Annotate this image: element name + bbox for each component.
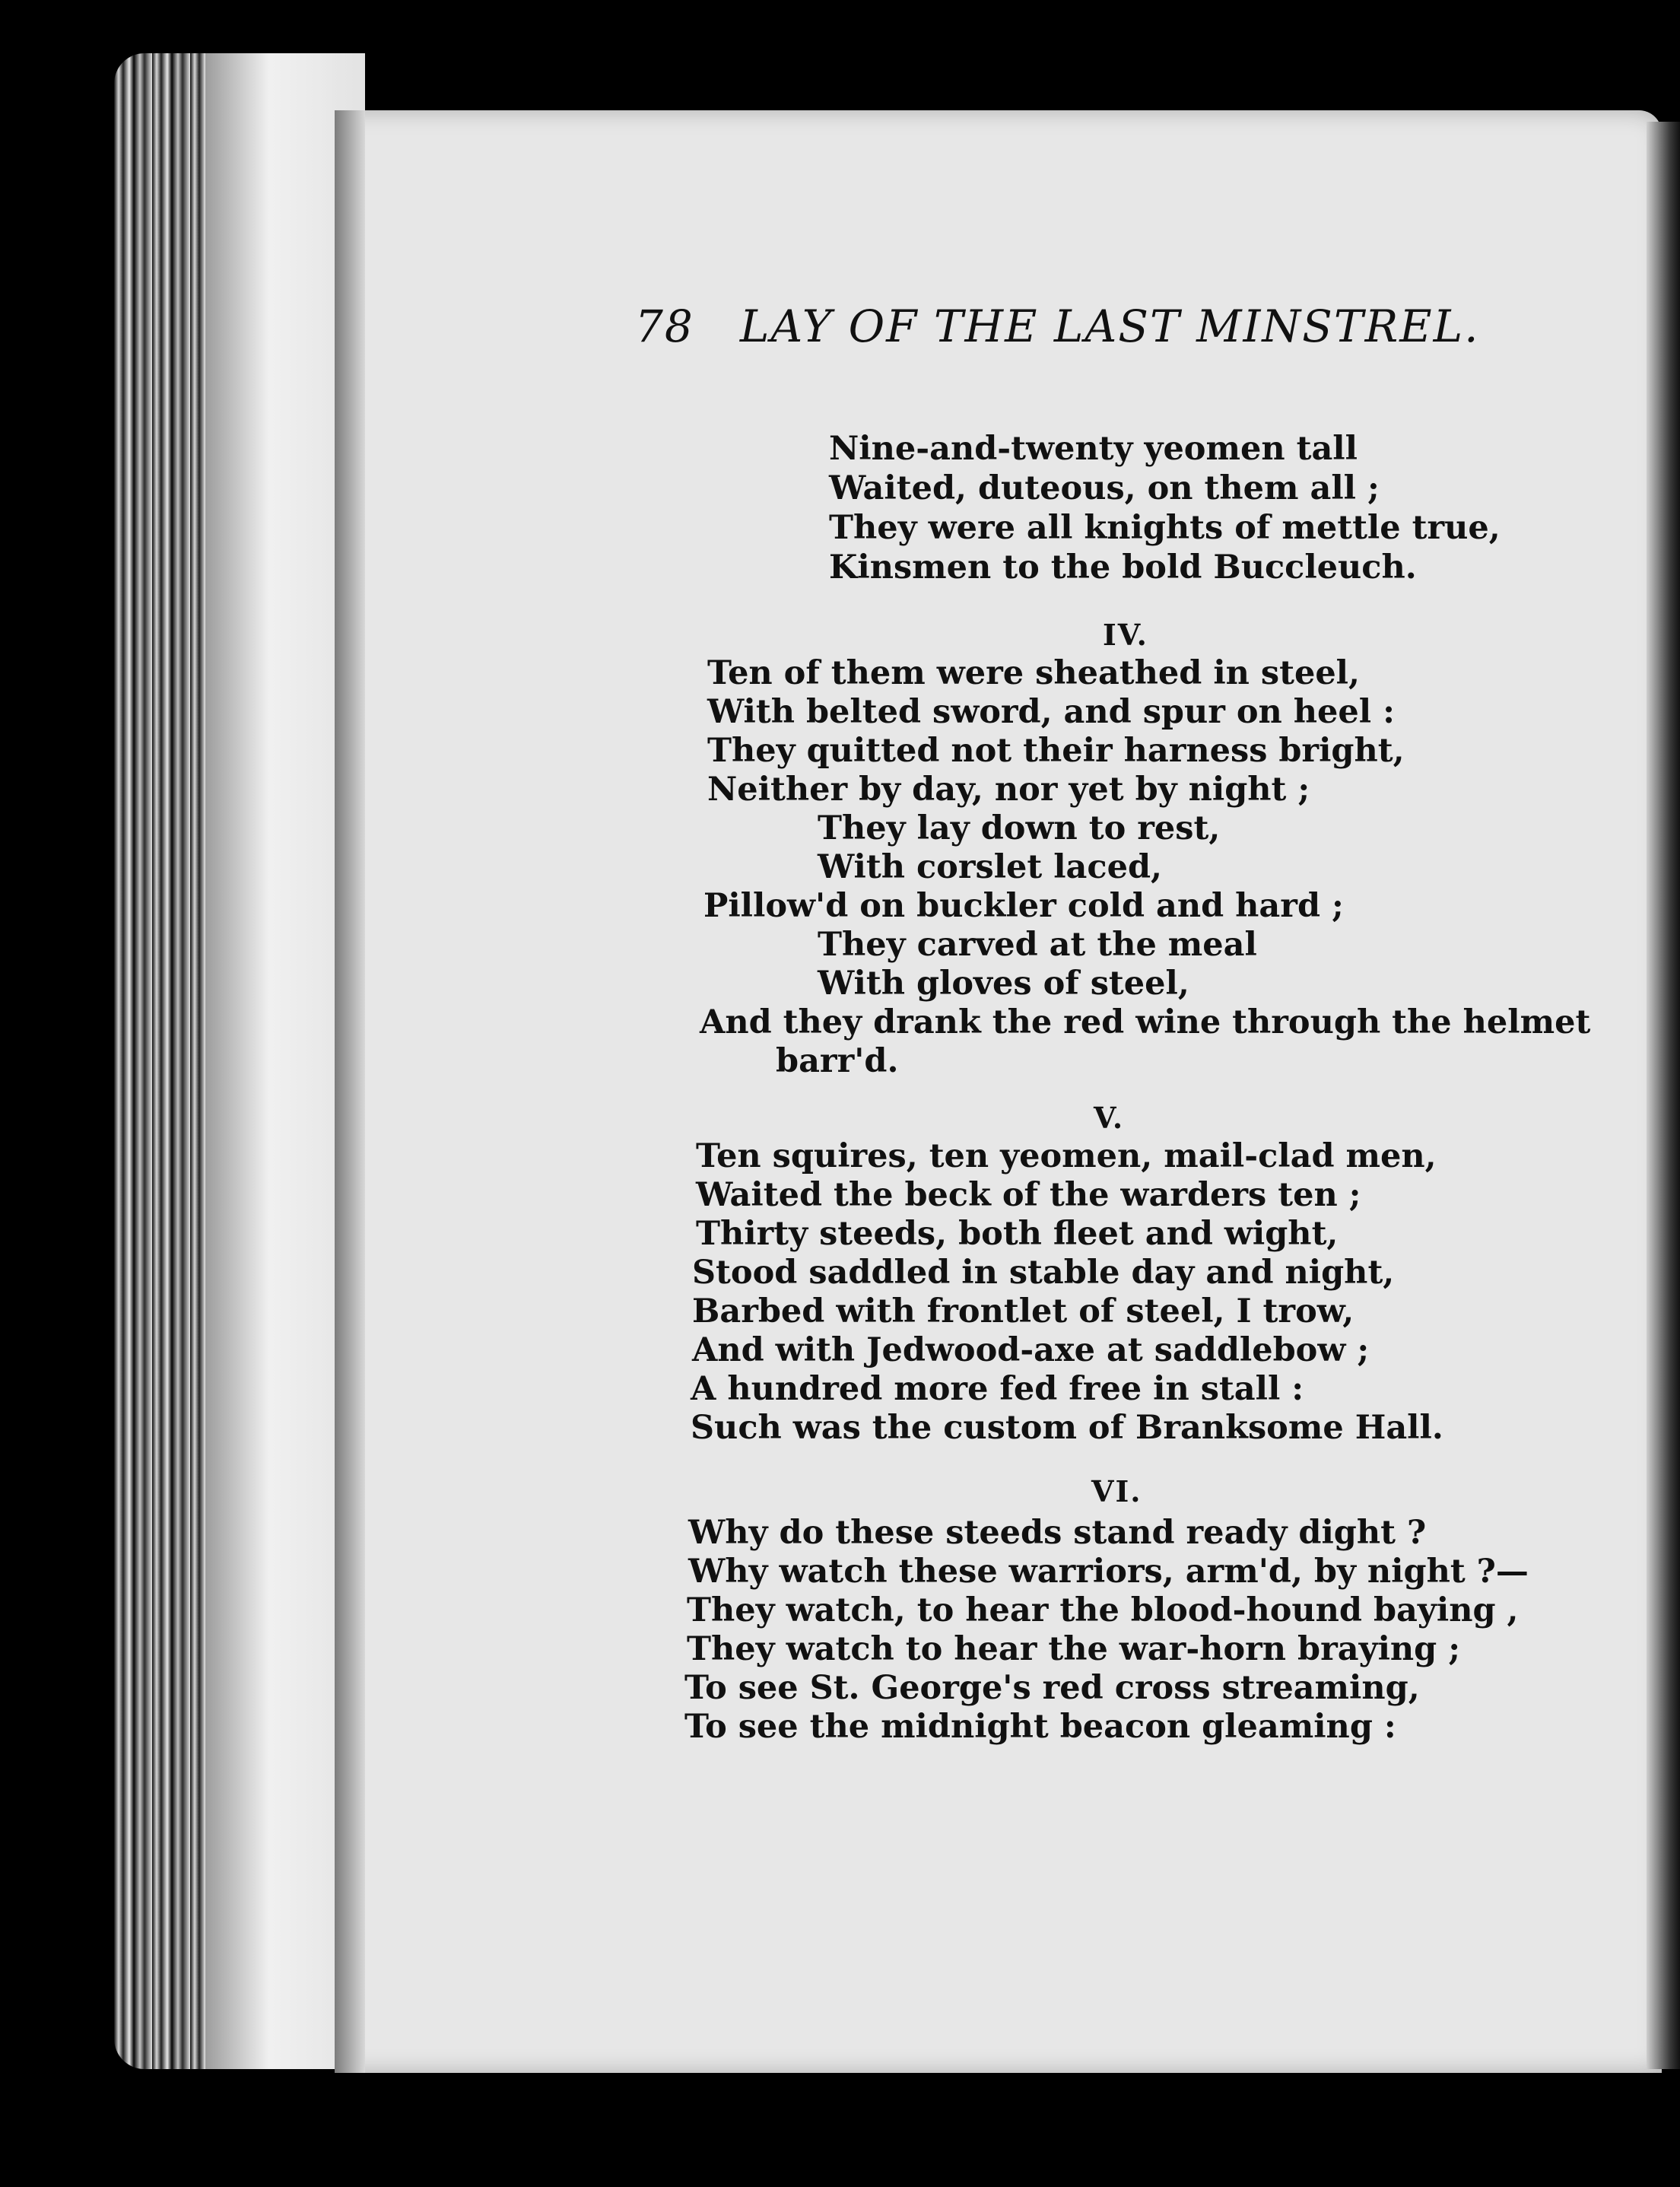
poem-line: barr'd.	[776, 1042, 899, 1080]
poem-line: Waited the beck of the warders ten ;	[696, 1176, 1361, 1214]
poem-line: Such was the custom of Branksome Hall.	[691, 1409, 1443, 1447]
stanza-number: IV.	[1103, 618, 1148, 652]
poem-line: Why do these steeds stand ready dight ?	[688, 1514, 1427, 1552]
poem-line: They lay down to rest,	[818, 809, 1221, 847]
poem-line: With corslet laced,	[818, 848, 1162, 886]
book-page	[335, 110, 1662, 2073]
page-number: 78	[635, 300, 694, 352]
stanza-number: VI.	[1091, 1474, 1142, 1508]
poem-line: Stood saddled in stable day and night,	[692, 1254, 1395, 1292]
stanza-number: V.	[1094, 1101, 1125, 1135]
poem-line: Pillow'd on buckler cold and hard ;	[703, 887, 1344, 925]
page-gutter-shadow	[335, 110, 365, 2073]
page-stack-edge	[114, 53, 365, 2069]
poem-line: And they drank the red wine through the helmet	[700, 1003, 1591, 1041]
poem-line: They watch to hear the war-horn braying ;	[687, 1630, 1461, 1668]
poem-line: With gloves of steel,	[818, 965, 1189, 1003]
poem-line: Ten squires, ten yeomen, mail-clad men,	[696, 1137, 1437, 1175]
poem-line: Thirty steeds, both fleet and wight,	[696, 1215, 1339, 1253]
poem-line: A hundred more fed free in stall :	[691, 1370, 1304, 1408]
poem-line: Ten of them were sheathed in steel,	[707, 654, 1360, 692]
poem-line: They quitted not their harness bright,	[707, 732, 1405, 770]
poem-line: To see St. George's red cross streaming,	[684, 1669, 1420, 1707]
poem-line: They were all knights of mettle true,	[829, 509, 1501, 547]
poem-line: Waited, duteous, on them all ;	[829, 469, 1380, 507]
poem-line: To see the midnight beacon gleaming :	[684, 1708, 1396, 1746]
poem-line: Nine-and-twenty yeomen tall	[829, 430, 1358, 468]
poem-line: They watch, to hear the blood-hound baying ,	[687, 1591, 1519, 1629]
poem-line: They carved at the meal	[818, 926, 1257, 964]
book-title: LAY OF THE LAST MINSTREL.	[739, 300, 1480, 352]
poem-line: With belted sword, and spur on heel :	[707, 693, 1395, 731]
poem-line: Barbed with frontlet of steel, I trow,	[692, 1292, 1354, 1330]
poem-line: Why watch these warriors, arm'd, by night ?—	[688, 1553, 1529, 1591]
poem-line: And with Jedwood-axe at saddlebow ;	[692, 1331, 1370, 1369]
poem-line: Kinsmen to the bold Buccleuch.	[829, 548, 1417, 586]
poem-line: Neither by day, nor yet by night ;	[707, 771, 1310, 809]
running-head	[635, 300, 1548, 352]
page-right-edge	[1647, 122, 1680, 2069]
